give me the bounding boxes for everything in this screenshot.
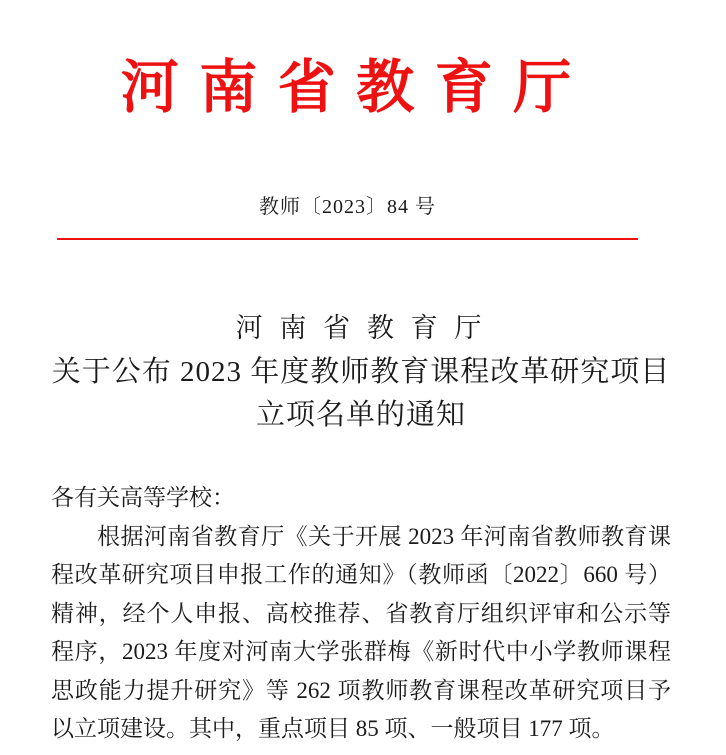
letterhead-agency-name: 河 南 省 教 育 厅 [120,55,575,120]
notice-title-line1: 河 南 省 教 育 厅 [235,313,487,343]
notice-title-line2: 关于公布 2023 年度教师教育课程改革研究项目 [51,355,671,388]
letterhead-divider-line [57,238,638,240]
notice-body [51,479,671,749]
salutation: 各有关高等学校： [51,485,235,510]
body-paragraph: 根据河南省教育厅《关于开展 2023 年河南省教师教育课程改革研究项目申报工作的通知》（教师函〔2022〕660 号）精神，经个人申报、高校推荐、省教育厅组织评审和公示等程序，2023 年度对河南大学张群梅《新时代中小学教师课程思政能力提升研究》等 262 项教师教育课程改革研究项目予以立项建设。其中，重点项目 85 项、一般项目 177 项。 [51,523,671,741]
notice-title-line3: 立项名单的通知 [255,399,466,431]
notice-title [51,307,671,438]
document-number: 教师〔2023〕84 号 [259,196,436,218]
